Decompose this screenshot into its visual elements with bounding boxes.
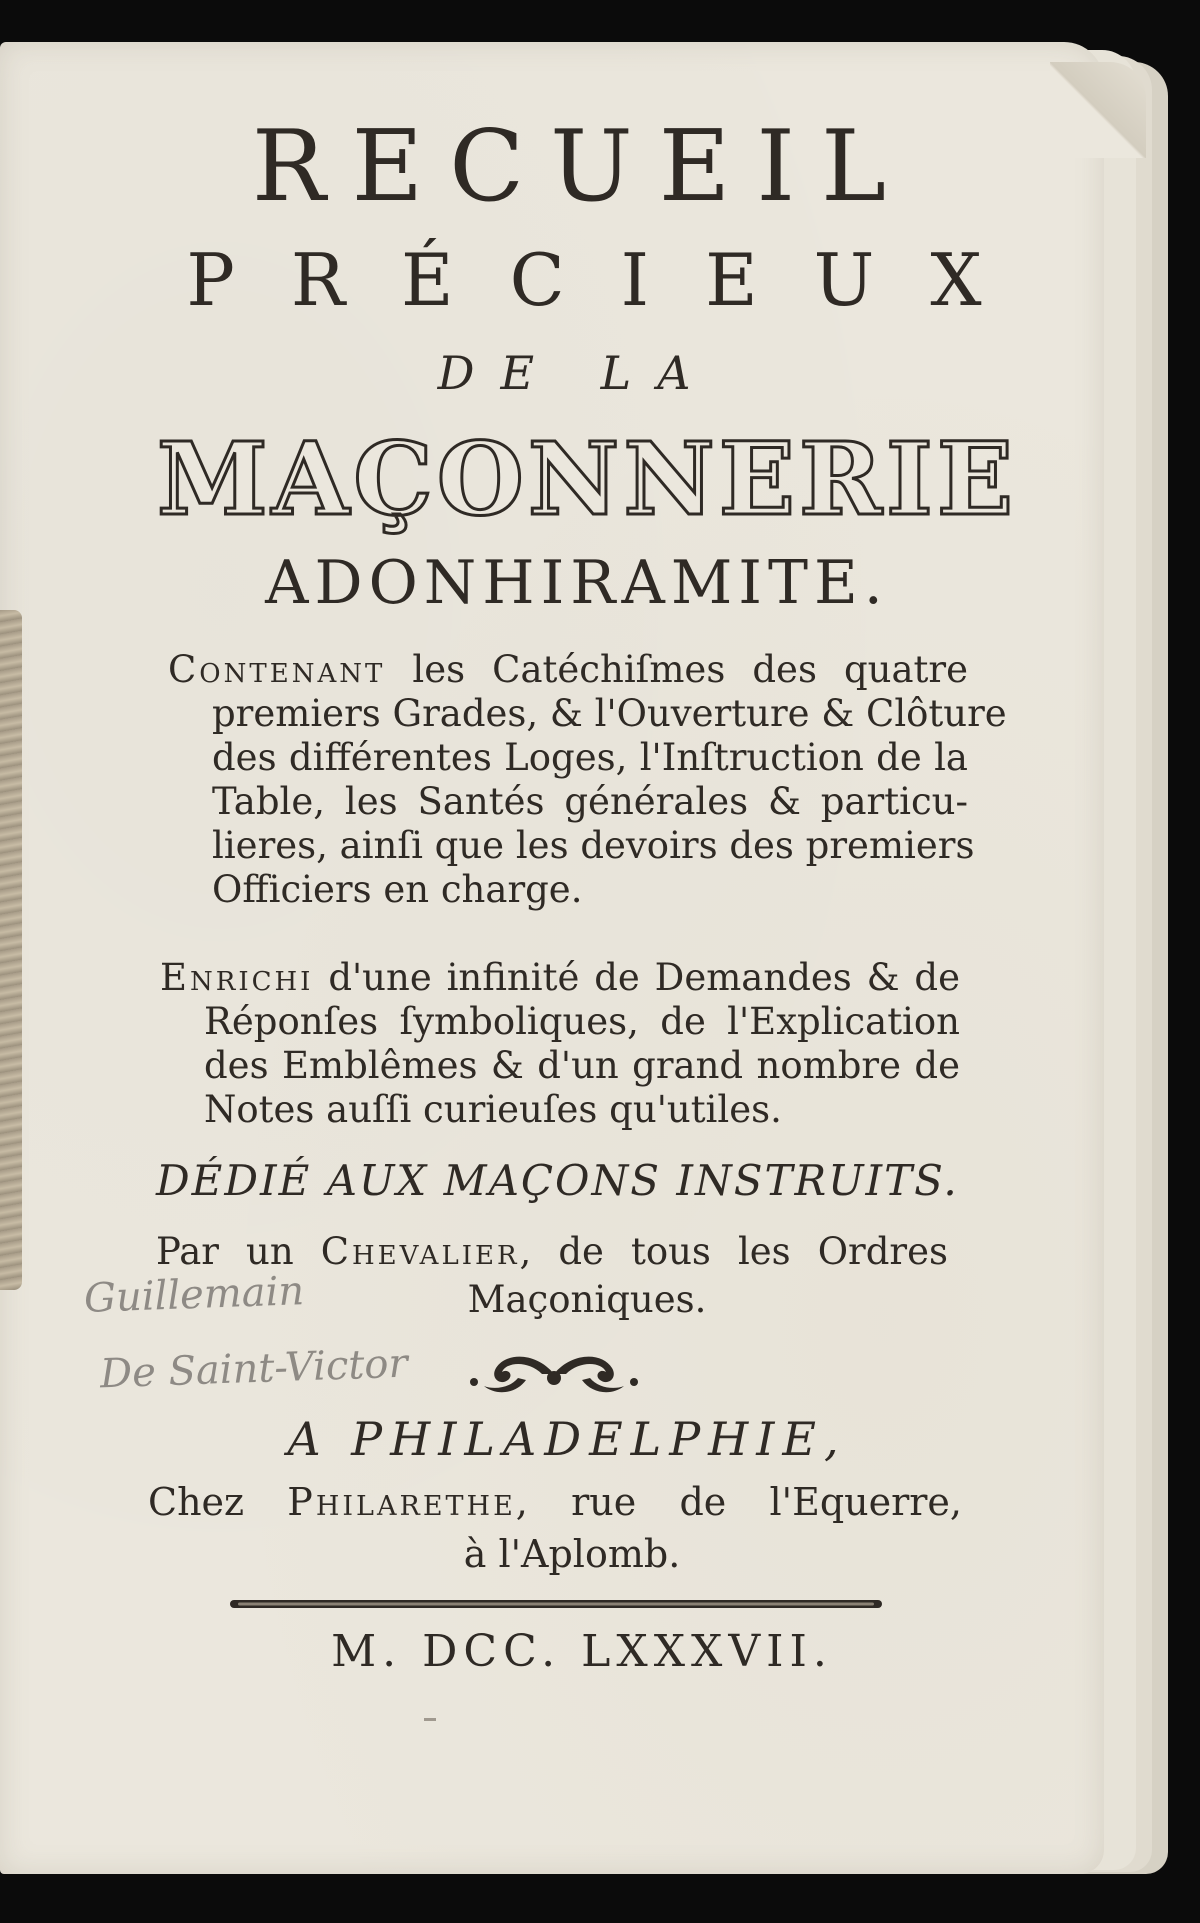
- text-line: lieres, ainſi que les devoirs des premiers: [212, 824, 975, 867]
- publication-date: M. DCC. LXXXVII.: [331, 1626, 833, 1677]
- title-maconnerie: MAÇONNERIE: [156, 420, 1018, 538]
- text-line: [160, 956, 960, 1000]
- title-recueil: RECUEIL: [251, 110, 913, 224]
- author-line: [156, 1230, 948, 1273]
- text-span: Par un: [156, 1230, 321, 1273]
- lead-word: Enrichi: [160, 956, 314, 999]
- text-span: , de tous les Ordres: [519, 1230, 948, 1273]
- text-line: des différentes Loges, l'Inſtruction de la: [212, 736, 968, 779]
- fleuron-ornament: [466, 1342, 642, 1402]
- lead-word: Contenant: [168, 648, 386, 691]
- imprint-place: A PHILADELPHIE,: [287, 1412, 847, 1466]
- text-line: Table, les Santés générales & particu-: [212, 780, 968, 823]
- publisher-name: Philarethe: [287, 1480, 516, 1524]
- text-span: les Catéchiſmes des quatre: [385, 648, 968, 691]
- text-line: Réponſes ſymboliques, de l'Explication: [204, 1000, 960, 1043]
- text-line: premiers Grades, & l'Ouverture & Clôture: [212, 692, 1007, 735]
- text-span: d'une infinité de Demandes & de: [313, 956, 960, 999]
- handwritten-annotation: De Saint-Victor: [99, 1340, 409, 1398]
- text-line: [168, 648, 968, 692]
- ink-mark: [424, 1718, 436, 1721]
- text-line: Notes auſſi curieuſes qu'utiles.: [204, 1088, 782, 1131]
- decorative-rule: [224, 1596, 888, 1612]
- contents-paragraph: [168, 648, 1007, 912]
- text-line: des Emblêmes & d'un grand nombre de: [204, 1044, 960, 1087]
- text-span: Chez: [148, 1480, 288, 1524]
- title-adonhiramite: ADONHIRAMITE.: [265, 548, 889, 618]
- title-de-la: DE LA: [437, 346, 717, 400]
- title-precieux: PRÉCIEUX: [186, 238, 1038, 322]
- handwritten-annotation: Guillemain: [83, 1268, 305, 1322]
- text-span: , rue de l'Equerre,: [515, 1480, 962, 1524]
- dedication: DÉDIÉ AUX MAÇONS INSTRUITS.: [156, 1156, 959, 1205]
- author-title: Chevalier: [320, 1230, 520, 1273]
- imprint-address: à l'Aplomb.: [463, 1532, 681, 1576]
- binding-thread: [0, 610, 22, 1290]
- author-line-2: Maçoniques.: [467, 1278, 707, 1321]
- text-line: Officiers en charge.: [212, 868, 583, 911]
- enrichi-paragraph: [160, 956, 960, 1132]
- imprint-publisher-line: [148, 1480, 962, 1524]
